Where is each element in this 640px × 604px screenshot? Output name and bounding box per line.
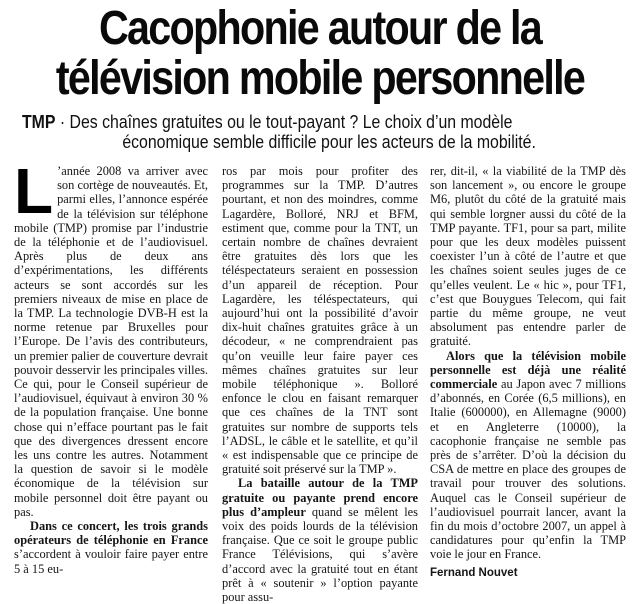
paragraph — [222, 164, 418, 476]
paragraph-lead: La bataille autour de la TMP gratuite ou payante prend encore plus d’ampleur — [222, 476, 418, 519]
deck-kicker: TMP — [22, 112, 56, 132]
paragraph — [430, 164, 626, 349]
deck-line-2: économique semble difficile pour les acteurs de la mobilité. — [122, 132, 536, 152]
article-column-2 — [222, 164, 418, 604]
paragraph-lead: Dans ce concert, les trois grands opérateurs de téléphonie en France — [14, 519, 208, 548]
paragraph — [14, 155, 208, 519]
paragraph-text: ros par mois pour profiter des programmes sur la TMP. D’autres pourtant, et non des moindres, comme Lagardère, Bolloré, NRJ et BFM, estiment que, comme pour la TNT, un certain nombre de chaînes devraient être gratuites dès lors que les téléspectateurs seraient en possession d’un appareil de réception. Pour Lagardère, les téléspectateurs, qui aujourd’hui ont la possibilité d’avoir dix-huit chaînes gratuites grâce à un décodeur, « ne comprendraient pas qu’on veuille leur faire payer ces mêmes chaînes gratuites sur leur mobile téléphonique ». Bolloré enfonce le clou en faisant remarquer que ces chaînes de la TNT sont gratuites sur nombre de supports tels l’ADSL, le câble et le satellite, et qu’il « est indispensable que ce principe de gratuité soit préservé sur la TMP ». — [222, 164, 418, 477]
paragraph-text: quand se mêlent les voix des poids lourds de la télévision française. Que ce soit le groupe public France Télévisions, qui s’avère d’accord avec la gratuité tout en étant prêt à « soutenir » l’option payante pour assu- — [222, 504, 418, 604]
deck-line-1: Des chaînes gratuites ou le tout-payant ? Le choix d’un modèle — [69, 112, 513, 132]
paragraph-text: au Japon avec 7 millions d’abonnés, en Corée (6,5 millions), en Italie (600000), en Allemagne (9000) et en Angleterre (10000), la cacophonie française ne semble pas près de s’arrêter. D’où la décision du CSA de mettre en place des groupes de travail pour trouver des solutions. Auquel cas le Conseil supérieur de l’audiovisuel pourrait lancer, avant la fin du mois d’octobre 2007, un appel à candidatures pour qu’enfin la TMP voie le jour en France. — [430, 377, 626, 562]
article-column-3 — [430, 164, 626, 580]
headline-line-1: Cacophonie autour de la — [98, 2, 542, 55]
paragraph-text: ’année 2008 va arriver avec son cortège de nouveautés. Et, parmi elles, l’annonce espérée de la télévision sur téléphone mobile (TMP) promise par l’industrie de la téléphonie et de l’audiovisuel. Après plus de deux ans d’expérimentations, les différents acteurs se sont accordés sur les premiers niveaux de mise en place de la TMP. La technologie DVB-H est la norme retenue par Bruxelles pour l’Europe. De l’avis des contributeurs, un premier palier de couverture devrait pouvoir desservir les principales villes. Ce qui, pour le Conseil supérieur de l’audiovisuel, équivaut à environ 30 % de la population française. Une bonne chose qui n’efface pourtant pas le fait que des divergences dressent encore les uns contre les autres. Notamment la question de savoir si le modèle économique de la télévision sur mobile personnel doit être payant ou pas. — [14, 164, 208, 519]
paragraph-lead: Alors que la télévision mobile personnelle est déjà une réalité commerciale — [430, 348, 626, 392]
headline-line-2: télévision mobile personnelle — [55, 52, 585, 105]
paragraph-text: rer, dit-il, « la viabilité de la TMP dès son lancement », ou encore le groupe M6, plutôt du côté de la gratuité mais qui semble lorgner aussi du côté de la TMP payante. TF1, pour sa part, milite pour que les deux modèles puissent coexister l’un à côté de l’autre et que les chaînes soient seules juges de ce qu’elles veulent. Le « hic », pour TF1, c’est que Bouygues Telecom, qui fait partie du même groupe, ne veut absolument pas entendre parler de gratuité. — [430, 164, 626, 349]
deck — [22, 112, 550, 152]
drop-cap: L — [14, 155, 54, 227]
deck-separator: · — [55, 112, 70, 132]
headline — [45, 4, 595, 104]
paragraph-text: s’accordent à vouloir faire payer entre 5 à 15 eu- — [14, 547, 208, 576]
author-signature: Fernand Nouvet — [430, 566, 518, 579]
paragraph — [222, 476, 418, 604]
article-column-1 — [14, 155, 208, 576]
paragraph — [14, 519, 208, 576]
paragraph — [430, 349, 626, 562]
